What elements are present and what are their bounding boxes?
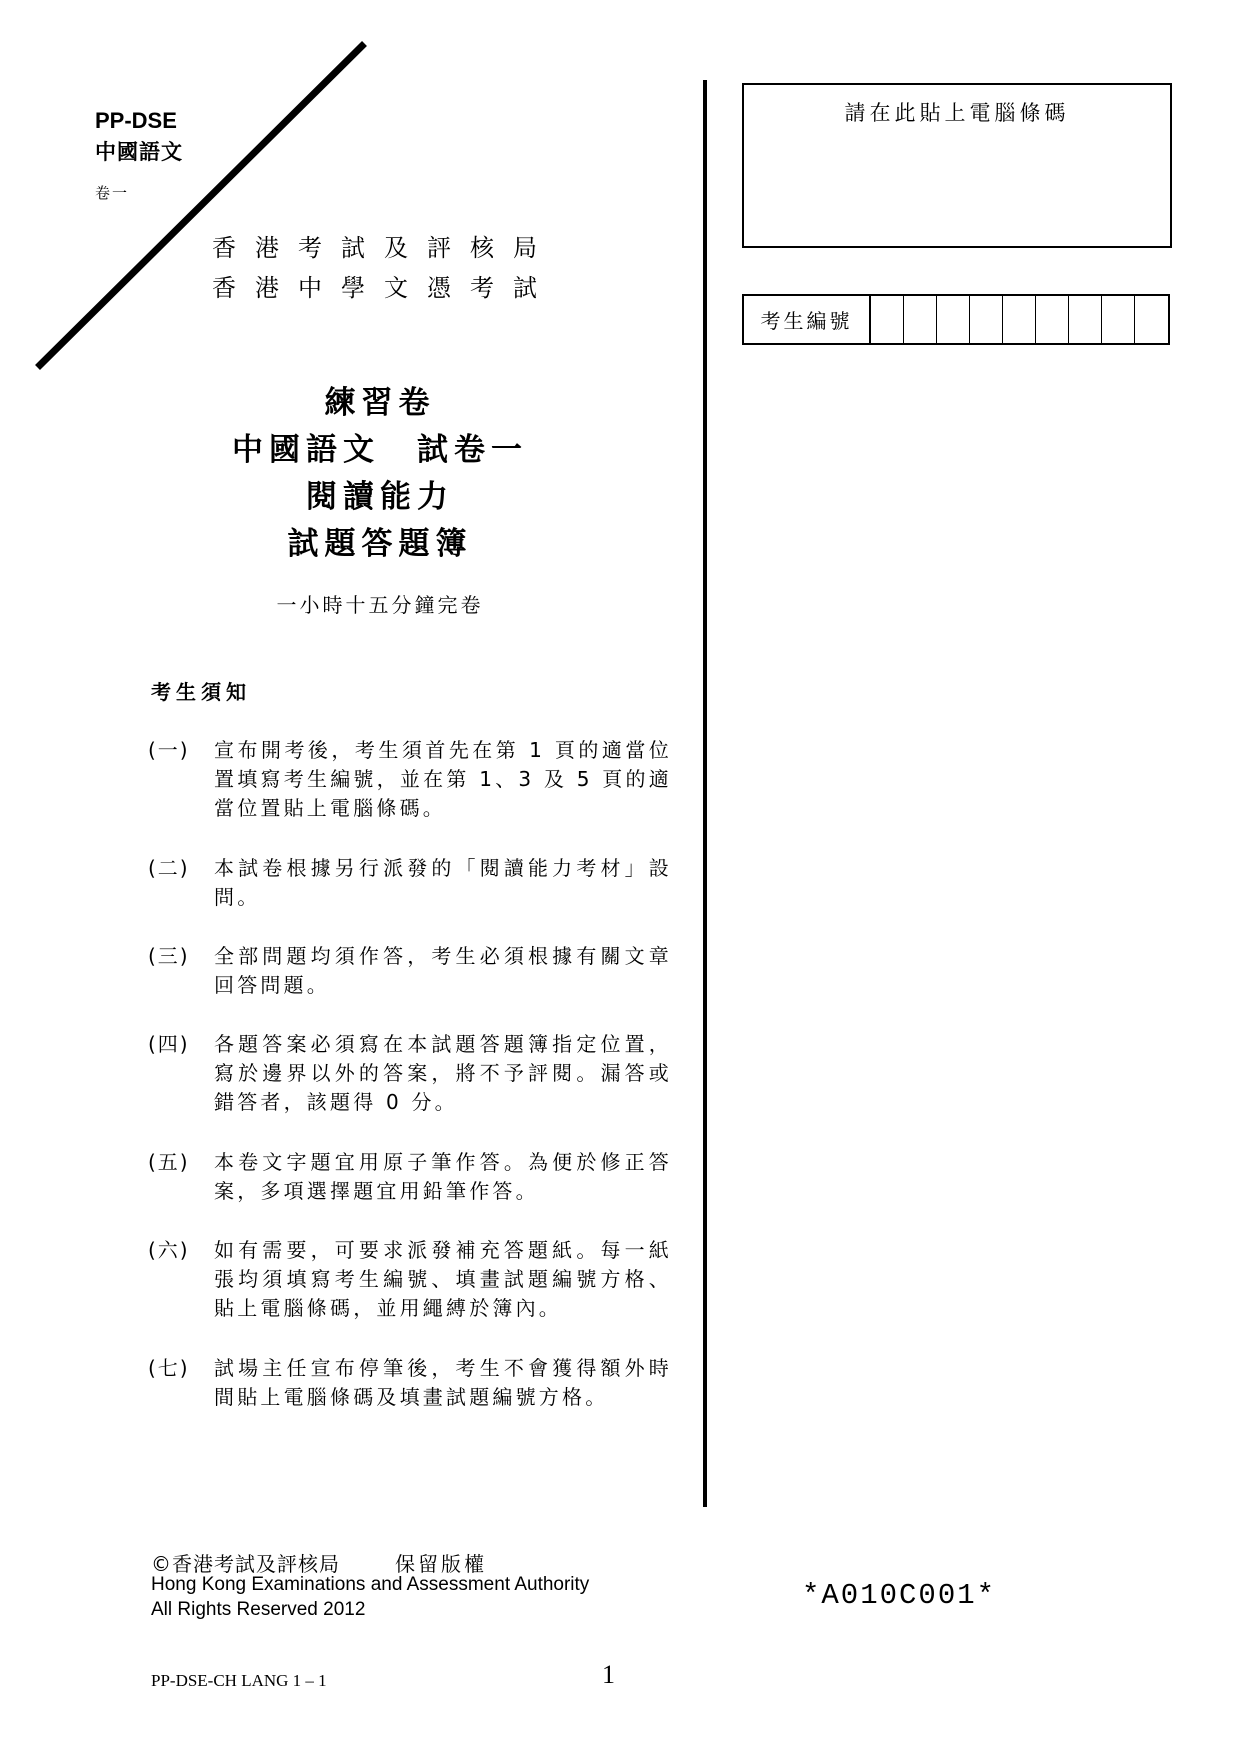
candidate-number-cell[interactable]	[970, 296, 1003, 343]
instruction-number: (六)	[148, 1238, 190, 1262]
page-number: 1	[602, 1660, 615, 1689]
document-barcode-text: *A010C001*	[802, 1579, 997, 1612]
candidate-number-cell[interactable]	[1036, 296, 1069, 343]
instruction-number: (三)	[148, 944, 190, 968]
candidate-number-cell[interactable]	[1135, 296, 1168, 343]
instruction-text: 如有需要，可要求派發補充答題紙。每一紙張均須填寫考生編號、填畫試題編號方格、貼上電腦條碼，並用繩縛於簿內。	[214, 1238, 672, 1320]
instruction-number: (二)	[148, 856, 190, 880]
margin-divider	[703, 80, 707, 1507]
copyright-owner-cn: ©香港考試及評核局	[151, 1552, 340, 1576]
title-line-1: 練習卷	[324, 385, 436, 421]
instruction-text: 各題答案必須寫在本試題答題簿指定位置，寫於邊界以外的答案，將不予評閱。漏答或錯答者，該題得 0 分。	[214, 1032, 672, 1114]
barcode-label-box	[742, 83, 1172, 248]
instructions-heading: 考生須知	[151, 680, 251, 704]
exam-duration: 一小時十五分鐘完卷	[276, 593, 484, 617]
title-line-2: 中國語文 試卷一	[232, 432, 528, 468]
paper-code: PP-DSE	[95, 108, 177, 133]
candidate-number-label: 考生編號	[744, 296, 871, 343]
paper-number: 卷一	[95, 184, 130, 202]
candidate-number-cell[interactable]	[904, 296, 937, 343]
instruction-text: 試場主任宣布停筆後，考生不會獲得額外時間貼上電腦條碼及填畫試題編號方格。	[214, 1356, 672, 1409]
title-line-3: 閱讀能力	[306, 479, 454, 515]
page-code: PP-DSE-CH LANG 1 – 1	[151, 1671, 327, 1690]
instruction-text: 全部問題均須作答，考生必須根據有關文章回答問題。	[214, 944, 672, 997]
copyright-en	[151, 1572, 589, 1622]
instruction-number: (七)	[148, 1356, 190, 1380]
instruction-text: 本卷文字題宜用原子筆作答。為便於修正答案，多項選擇題宜用鉛筆作答。	[214, 1150, 672, 1203]
authority-name-en: Hong Kong Examinations and Assessment Authority	[151, 1574, 590, 1595]
instruction-number: (四)	[148, 1032, 190, 1056]
candidate-number-cell[interactable]	[1102, 296, 1135, 343]
authority-line-1: 香港考試及評核局	[212, 234, 556, 262]
instruction-text: 本試卷根據另行派發的「閱讀能力考材」設問。	[214, 856, 672, 909]
candidate-number-cell[interactable]	[1069, 296, 1102, 343]
candidate-number-cell[interactable]	[871, 296, 904, 343]
barcode-label-text: 請在此貼上電腦條碼	[844, 101, 1070, 125]
subject-name: 中國語文	[95, 140, 183, 164]
rights-reserved-en: All Rights Reserved 2012	[151, 1599, 366, 1620]
candidate-number-cell[interactable]	[1003, 296, 1036, 343]
instruction-text: 宣布開考後，考生須首先在第 1 頁的適當位置填寫考生編號，並在第 1、3 及 5 頁的適當位置貼上電腦條碼。	[214, 738, 672, 820]
candidate-number-field[interactable]	[742, 294, 1170, 345]
rights-reserved-cn: 保留版權	[395, 1552, 487, 1576]
authority-names	[212, 228, 556, 308]
title-line-4: 試題答題簿	[287, 526, 473, 562]
instruction-number: (五)	[148, 1150, 190, 1174]
instruction-number: (一)	[148, 738, 190, 762]
candidate-number-cell[interactable]	[937, 296, 970, 343]
authority-line-2: 香港中學文憑考試	[212, 274, 556, 302]
